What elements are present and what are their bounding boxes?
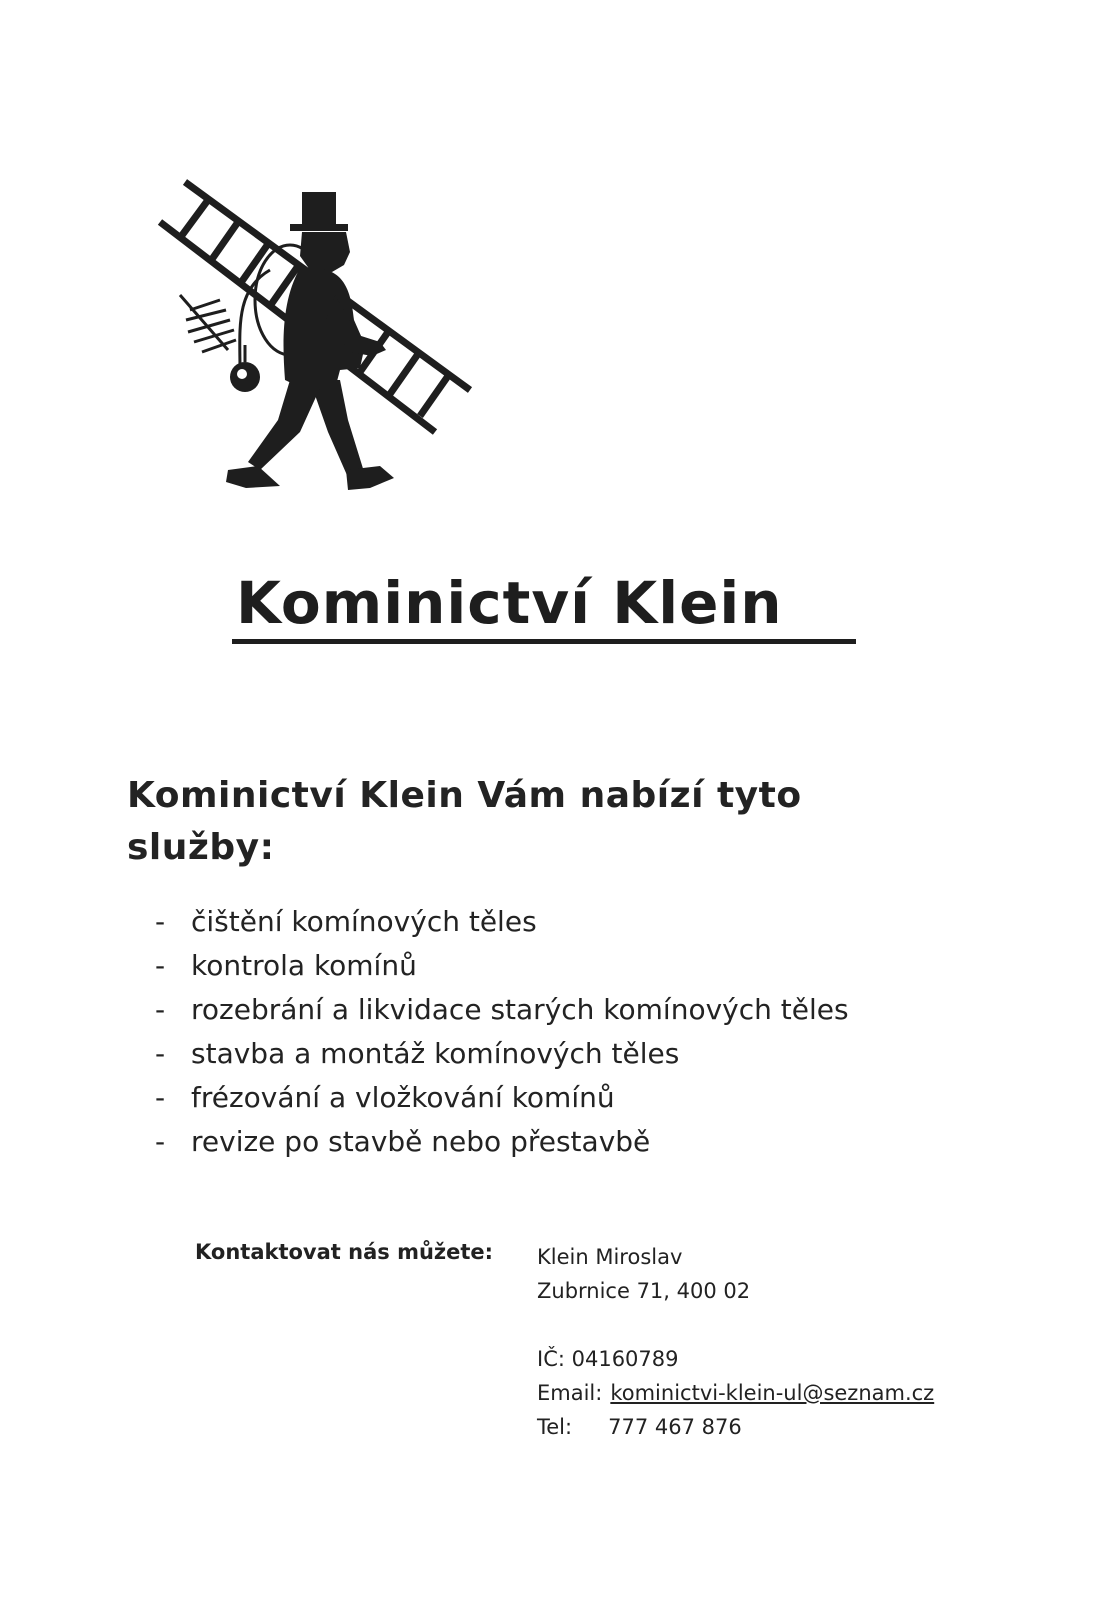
service-text: kontrola komínů: [191, 949, 417, 982]
contact-label: Kontaktovat nás můžete:: [195, 1240, 494, 1264]
list-item: [155, 900, 849, 944]
title-underline: [232, 639, 856, 644]
contact-tel-row: [537, 1410, 934, 1444]
bullet-dash: -: [155, 905, 166, 938]
contact-details: [537, 1240, 934, 1444]
bullet-dash: -: [155, 993, 166, 1026]
page-title: Kominictví Klein: [236, 569, 783, 637]
email-link[interactable]: kominictvi-klein-ul@seznam.cz: [610, 1381, 935, 1405]
list-item: [155, 1032, 849, 1076]
bullet-dash: -: [155, 1125, 166, 1158]
list-item: [155, 1120, 849, 1164]
bullet-dash: -: [155, 1081, 166, 1114]
tel-value: 777 467 876: [608, 1415, 742, 1439]
contact-address: Zubrnice 71, 400 02: [537, 1279, 751, 1303]
service-text: revize po stavbě nebo přestavbě: [191, 1125, 651, 1158]
contact-name: Klein Miroslav: [537, 1245, 683, 1269]
service-text: frézování a vložkování komínů: [191, 1081, 615, 1114]
service-text: rozebrání a likvidace starých komínových těles: [191, 993, 849, 1026]
services-list: [155, 900, 849, 1164]
chimney-sweep-icon: [150, 170, 490, 520]
list-item: [155, 1076, 849, 1120]
contact-ic: IČ: 04160789: [537, 1347, 679, 1371]
list-item: [155, 944, 849, 988]
tel-label: Tel:: [537, 1415, 573, 1439]
email-label: Email:: [537, 1381, 603, 1405]
spacer: [537, 1308, 934, 1342]
service-text: čištění komínových těles: [191, 905, 537, 938]
list-item: [155, 988, 849, 1032]
service-text: stavba a montáž komínových těles: [191, 1037, 680, 1070]
services-intro: Kominictví Klein Vám nabízí tyto služby:: [127, 775, 802, 868]
bullet-dash: -: [155, 949, 166, 982]
contact-email-row: [537, 1376, 934, 1410]
bullet-dash: -: [155, 1037, 166, 1070]
